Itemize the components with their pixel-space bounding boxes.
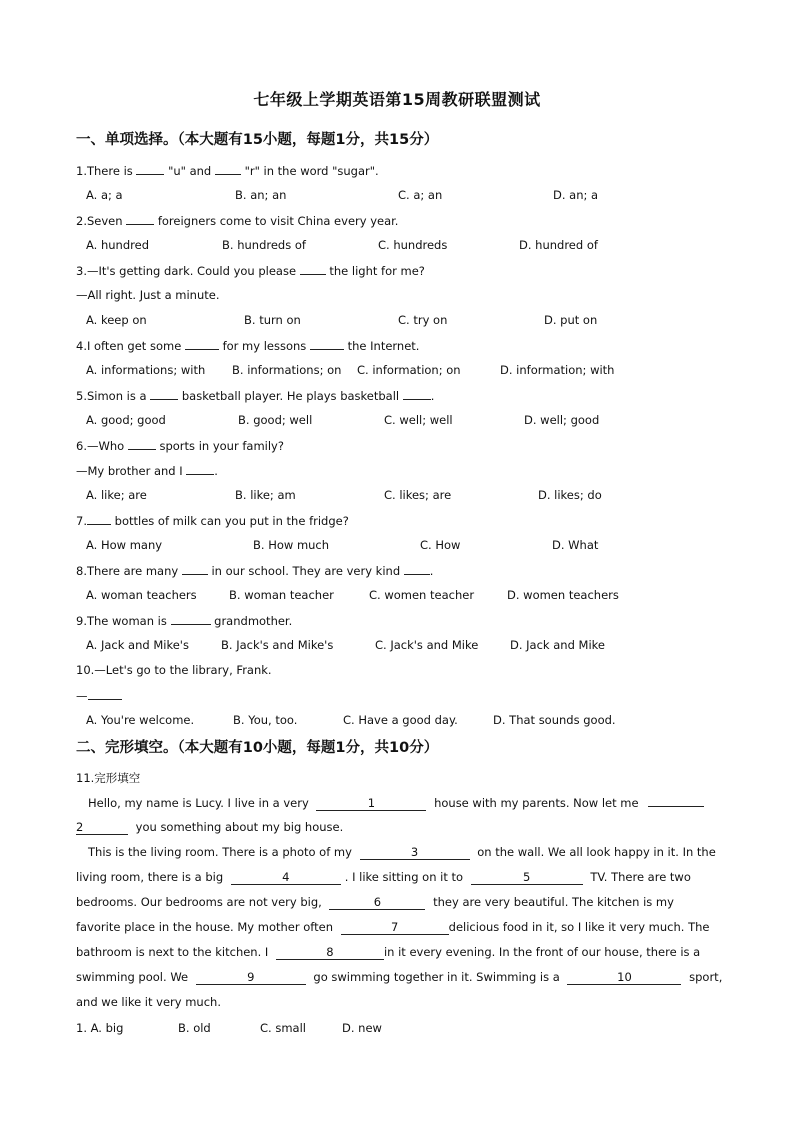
option-b[interactable]: B. an; an — [235, 188, 287, 202]
cloze-line-8 — [76, 969, 722, 985]
question-text: — — [76, 689, 88, 703]
passage-text: favorite place in the house. My mother often — [76, 920, 333, 934]
question-text: . — [429, 564, 434, 578]
answer-blank[interactable] — [128, 437, 156, 450]
question-4 — [76, 337, 419, 354]
cloze-q1-option-d[interactable]: D. new — [342, 1021, 382, 1035]
cloze-line-7 — [76, 944, 700, 960]
passage-text: delicious food in it, so I like it very much. The — [448, 920, 710, 934]
option-c[interactable]: C. a; an — [398, 188, 443, 202]
option-b[interactable]: B. turn on — [244, 313, 301, 327]
passage-text: TV. There are two — [590, 870, 691, 884]
passage-text: on the wall. We all look happy in it. In the — [477, 845, 716, 859]
passage-text: bedrooms. Our bedrooms are not very big, — [76, 895, 322, 909]
question-2 — [76, 212, 398, 229]
option-a[interactable]: A. keep on — [86, 313, 147, 327]
question-text: grandmother. — [214, 614, 293, 628]
question-text: the light for me? — [329, 264, 425, 278]
answer-blank[interactable] — [215, 162, 241, 175]
cloze-blank[interactable]: 3 — [360, 846, 470, 860]
option-b[interactable]: B. Jack's and Mike's — [221, 638, 334, 652]
cloze-blank[interactable]: 9 — [196, 971, 306, 985]
question-text: sports in your family? — [159, 439, 284, 453]
option-b[interactable]: B. informations; on — [232, 363, 342, 377]
option-b[interactable]: B. hundreds of — [222, 238, 306, 252]
question-text: 2.Seven — [76, 214, 123, 228]
question-6-reply — [76, 462, 218, 479]
passage-text: This is the living room. There is a photo of my — [88, 845, 352, 859]
answer-blank[interactable] — [136, 162, 164, 175]
option-c[interactable]: C. women teacher — [369, 588, 475, 602]
question-text: 8.There are many — [76, 564, 179, 578]
option-a[interactable]: A. a; a — [86, 188, 123, 202]
option-c[interactable]: C. try on — [398, 313, 448, 327]
answer-blank[interactable] — [404, 562, 430, 575]
option-a[interactable]: A. How many — [86, 538, 163, 552]
option-b[interactable]: B. woman teacher — [229, 588, 334, 602]
question-text: for my lessons — [222, 339, 307, 353]
passage-text: in it every evening. In the front of our house, there is a — [383, 945, 701, 959]
answer-blank[interactable] — [88, 687, 122, 700]
option-d[interactable]: D. hundred of — [519, 238, 598, 252]
question-text: "r" in the word "sugar". — [244, 164, 379, 178]
option-d[interactable]: D. That sounds good. — [493, 713, 616, 727]
passage-text: you something about my big house. — [135, 820, 344, 834]
question-text: in our school. They are very kind — [211, 564, 401, 578]
cloze-line-2 — [76, 819, 343, 835]
cloze-blank[interactable]: 5 — [471, 871, 583, 885]
question-3-reply: —All right. Just a minute. — [76, 288, 220, 302]
question-text: —My brother and I — [76, 464, 183, 478]
answer-blank[interactable] — [171, 612, 211, 625]
option-d[interactable]: D. information; with — [500, 363, 615, 377]
option-d[interactable]: D. likes; do — [538, 488, 602, 502]
question-7 — [76, 512, 349, 529]
option-a[interactable]: A. You're welcome. — [86, 713, 195, 727]
cloze-blank[interactable]: 2 — [76, 821, 128, 835]
question-10-reply — [76, 687, 122, 704]
cloze-line-1 — [88, 794, 704, 811]
question-text: 4.I often get some — [76, 339, 182, 353]
question-1 — [76, 162, 379, 179]
question-8 — [76, 562, 433, 579]
question-5 — [76, 387, 434, 404]
cloze-line-3 — [88, 844, 716, 860]
option-c[interactable]: C. hundreds — [378, 238, 448, 252]
cloze-line-4 — [76, 869, 691, 885]
cloze-blank-start[interactable] — [648, 794, 704, 807]
cloze-line-9: and we like it very much. — [76, 995, 221, 1009]
question-text: 1.There is — [76, 164, 133, 178]
option-d[interactable]: D. well; good — [524, 413, 600, 427]
passage-text: swimming pool. We — [76, 970, 189, 984]
cloze-blank[interactable]: 6 — [329, 896, 425, 910]
option-a[interactable]: A. woman teachers — [86, 588, 197, 602]
question-text: "u" and — [168, 164, 212, 178]
cloze-blank[interactable]: 1 — [316, 797, 426, 811]
passage-text: sport, — [689, 970, 723, 984]
option-d[interactable]: D. Jack and Mike — [510, 638, 605, 652]
passage-text: . I like sitting on it to — [344, 870, 464, 884]
answer-blank[interactable] — [126, 212, 154, 225]
question-text: 5.Simon is a — [76, 389, 147, 403]
question-text: bottles of milk can you put in the fridge? — [114, 514, 349, 528]
cloze-blank[interactable]: 8 — [276, 946, 384, 960]
option-d[interactable]: D. an; a — [553, 188, 599, 202]
question-9 — [76, 612, 292, 629]
cloze-q1-option-b[interactable]: B. old — [178, 1021, 211, 1035]
question-text: . — [214, 464, 218, 478]
option-c[interactable]: C. Jack's and Mike — [375, 638, 479, 652]
option-c[interactable]: C. How — [420, 538, 461, 552]
option-b[interactable]: B. good; well — [238, 413, 313, 427]
option-a[interactable]: A. hundred — [86, 238, 149, 252]
passage-text: they are very beautiful. The kitchen is my — [433, 895, 674, 909]
cloze-line-6 — [76, 919, 709, 935]
section-heading-1: 一、单项选择。（本大题有15小题，每题1分，共15分） — [76, 132, 439, 148]
option-a[interactable]: A. like; are — [86, 488, 147, 502]
option-a[interactable]: A. informations; with — [86, 363, 206, 377]
question-6 — [76, 437, 284, 454]
cloze-q1-option-c[interactable]: C. small — [260, 1021, 306, 1035]
option-b[interactable]: B. How much — [253, 538, 330, 552]
answer-blank[interactable] — [310, 337, 344, 350]
option-d[interactable]: D. women teachers — [507, 588, 619, 602]
question-text: basketball player. He plays basketball — [181, 389, 400, 403]
question-text: 6.—Who — [76, 439, 125, 453]
passage-text: Hello, my name is Lucy. I live in a very — [88, 796, 309, 810]
answer-blank[interactable] — [182, 562, 208, 575]
answer-blank[interactable] — [185, 337, 219, 350]
option-b[interactable]: B. You, too. — [233, 713, 298, 727]
option-d[interactable]: D. put on — [544, 313, 598, 327]
answer-blank[interactable] — [403, 387, 431, 400]
option-d[interactable]: D. What — [552, 538, 599, 552]
answer-blank[interactable] — [150, 387, 178, 400]
question-text: the Internet. — [347, 339, 420, 353]
cloze-q1-option-a[interactable]: 1. A. big — [76, 1021, 124, 1035]
option-b[interactable]: B. like; am — [235, 488, 296, 502]
answer-blank[interactable] — [300, 262, 326, 275]
passage-text: bathroom is next to the kitchen. I — [76, 945, 269, 959]
question-text: foreigners come to visit China every year. — [157, 214, 399, 228]
option-c[interactable]: C. Have a good day. — [343, 713, 458, 727]
cloze-line-5 — [76, 894, 674, 910]
passage-text: living room, there is a big — [76, 870, 224, 884]
page-title: 七年级上学期英语第15周教研联盟测试 — [253, 90, 541, 109]
option-c[interactable]: C. information; on — [357, 363, 461, 377]
passage-text: house with my parents. Now let me — [434, 796, 639, 810]
cloze-blank[interactable]: 4 — [231, 871, 341, 885]
question-text: . — [430, 389, 435, 403]
section-heading-2: 二、完形填空。（本大题有10小题，每题1分，共10分） — [76, 740, 439, 756]
option-c[interactable]: C. likes; are — [384, 488, 452, 502]
answer-blank[interactable] — [87, 512, 111, 525]
question-text: 9.The woman is — [76, 614, 167, 628]
option-c[interactable]: C. well; well — [384, 413, 453, 427]
question-text: 3.—It's getting dark. Could you please — [76, 264, 297, 278]
cloze-label: 11.完形填空 — [76, 771, 141, 785]
option-a[interactable]: A. Jack and Mike's — [86, 638, 189, 652]
question-3 — [76, 262, 425, 279]
option-a[interactable]: A. good; good — [86, 413, 166, 427]
answer-blank[interactable] — [186, 462, 214, 475]
question-text: 7. — [76, 514, 87, 528]
passage-text: go swimming together in it. Swimming is a — [313, 970, 560, 984]
question-10: 10.—Let's go to the library, Frank. — [76, 663, 272, 677]
cloze-blank[interactable]: 7 — [341, 921, 449, 935]
cloze-blank[interactable]: 10 — [567, 971, 681, 985]
